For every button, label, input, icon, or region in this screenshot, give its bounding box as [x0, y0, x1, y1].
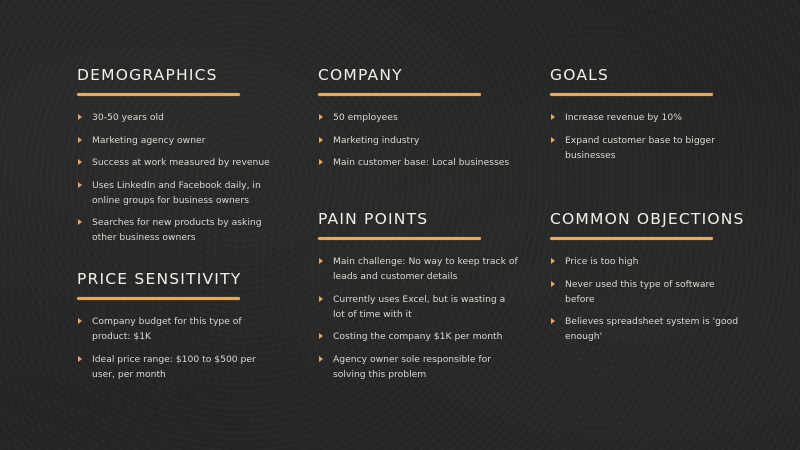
bullet-arrow-icon — [78, 182, 82, 188]
demographics-section — [77, 66, 277, 253]
pain-points-heading: PAIN POINTS — [318, 210, 429, 228]
list-item — [318, 110, 518, 125]
pain-points-divider — [318, 237, 481, 240]
pain-points-section — [318, 210, 518, 389]
demographics-divider — [77, 93, 240, 96]
bullet-arrow-icon — [319, 356, 323, 362]
common-objections-section — [550, 210, 745, 352]
bullet-arrow-icon — [319, 296, 323, 302]
list-item — [550, 110, 740, 125]
list-item — [318, 155, 518, 170]
list-item — [550, 314, 740, 344]
bullet-arrow-icon — [551, 281, 555, 287]
list-item — [318, 133, 518, 148]
bullet-arrow-icon — [78, 137, 82, 143]
list-item — [77, 352, 277, 382]
goals-heading: GOALS — [550, 66, 610, 84]
list-item-text: Never used this type of software before — [565, 278, 715, 305]
list-item — [318, 292, 518, 322]
bullet-arrow-icon — [78, 114, 82, 120]
list-item — [77, 178, 277, 208]
bullet-arrow-icon — [319, 333, 323, 339]
list-item-text: 30-50 years old — [92, 112, 164, 123]
list-item — [77, 215, 277, 245]
bullet-arrow-icon — [551, 114, 555, 120]
list-item — [550, 254, 740, 269]
company-heading: COMPANY — [318, 66, 403, 84]
list-item-text: Ideal price range: $100 to $500 per user, per month — [92, 353, 256, 380]
list-item-text: Main customer base: Local businesses — [333, 157, 510, 168]
bullet-arrow-icon — [319, 137, 323, 143]
list-item-text: Costing the company $1K per month — [333, 331, 503, 342]
bullet-arrow-icon — [551, 318, 555, 324]
goals-section — [550, 66, 740, 170]
list-item-text: Increase revenue by 10% — [565, 112, 682, 123]
list-item-text: Currently uses Excel, but is wasting a lot of time with it — [333, 293, 506, 320]
list-item — [550, 277, 740, 307]
bullet-arrow-icon — [319, 114, 323, 120]
common-objections-heading: COMMON OBJECTIONS — [550, 210, 745, 228]
list-item-text: Expand customer base to bigger businesses — [565, 134, 715, 161]
list-item — [318, 254, 518, 284]
bullet-arrow-icon — [78, 219, 82, 225]
goals-divider — [550, 93, 713, 96]
list-item-text: Company budget for this type of product: $1K — [92, 316, 242, 342]
bullet-arrow-icon — [78, 318, 82, 324]
pain-points-list — [318, 254, 518, 382]
list-item-text: Marketing agency owner — [92, 134, 206, 146]
company-section — [318, 66, 518, 178]
common-objections-list — [550, 254, 740, 344]
goals-list — [550, 110, 740, 163]
bullet-arrow-icon — [319, 258, 323, 264]
list-item — [77, 133, 277, 148]
list-item-text: Marketing industry — [333, 134, 420, 146]
list-item-text: 50 employees — [333, 112, 398, 123]
price-sensitivity-section — [77, 270, 277, 389]
price-sensitivity-list — [77, 314, 277, 382]
list-item — [77, 155, 277, 170]
list-item-text: Price is too high — [565, 256, 639, 267]
list-item-text: Main challenge: No way to keep track of leads and customer details — [333, 256, 518, 282]
list-item-text: Believes spreadsheet system is 'good enough' — [565, 316, 739, 342]
bullet-arrow-icon — [319, 159, 323, 165]
bullet-arrow-icon — [551, 137, 555, 143]
company-list — [318, 110, 518, 170]
list-item-text: Success at work measured by revenue — [92, 157, 270, 168]
bullet-arrow-icon — [78, 159, 82, 165]
bullet-arrow-icon — [551, 258, 555, 264]
bullet-arrow-icon — [78, 356, 82, 362]
list-item-text: Uses LinkedIn and Facebook daily, in online groups for business owners — [92, 179, 261, 206]
list-item-text: Searches for new products by asking other business owners — [92, 217, 262, 243]
list-item — [318, 352, 518, 382]
price-sensitivity-divider — [77, 297, 240, 300]
list-item — [77, 314, 277, 344]
list-item-text: Agency owner sole responsible for solving this problem — [333, 353, 492, 380]
list-item — [77, 110, 277, 125]
common-objections-divider — [550, 237, 713, 240]
demographics-list — [77, 110, 277, 245]
price-sensitivity-heading: PRICE SENSITIVITY — [77, 270, 242, 288]
list-item — [318, 329, 518, 344]
list-item — [550, 133, 740, 163]
demographics-heading: DEMOGRAPHICS — [77, 66, 218, 84]
company-divider — [318, 93, 481, 96]
